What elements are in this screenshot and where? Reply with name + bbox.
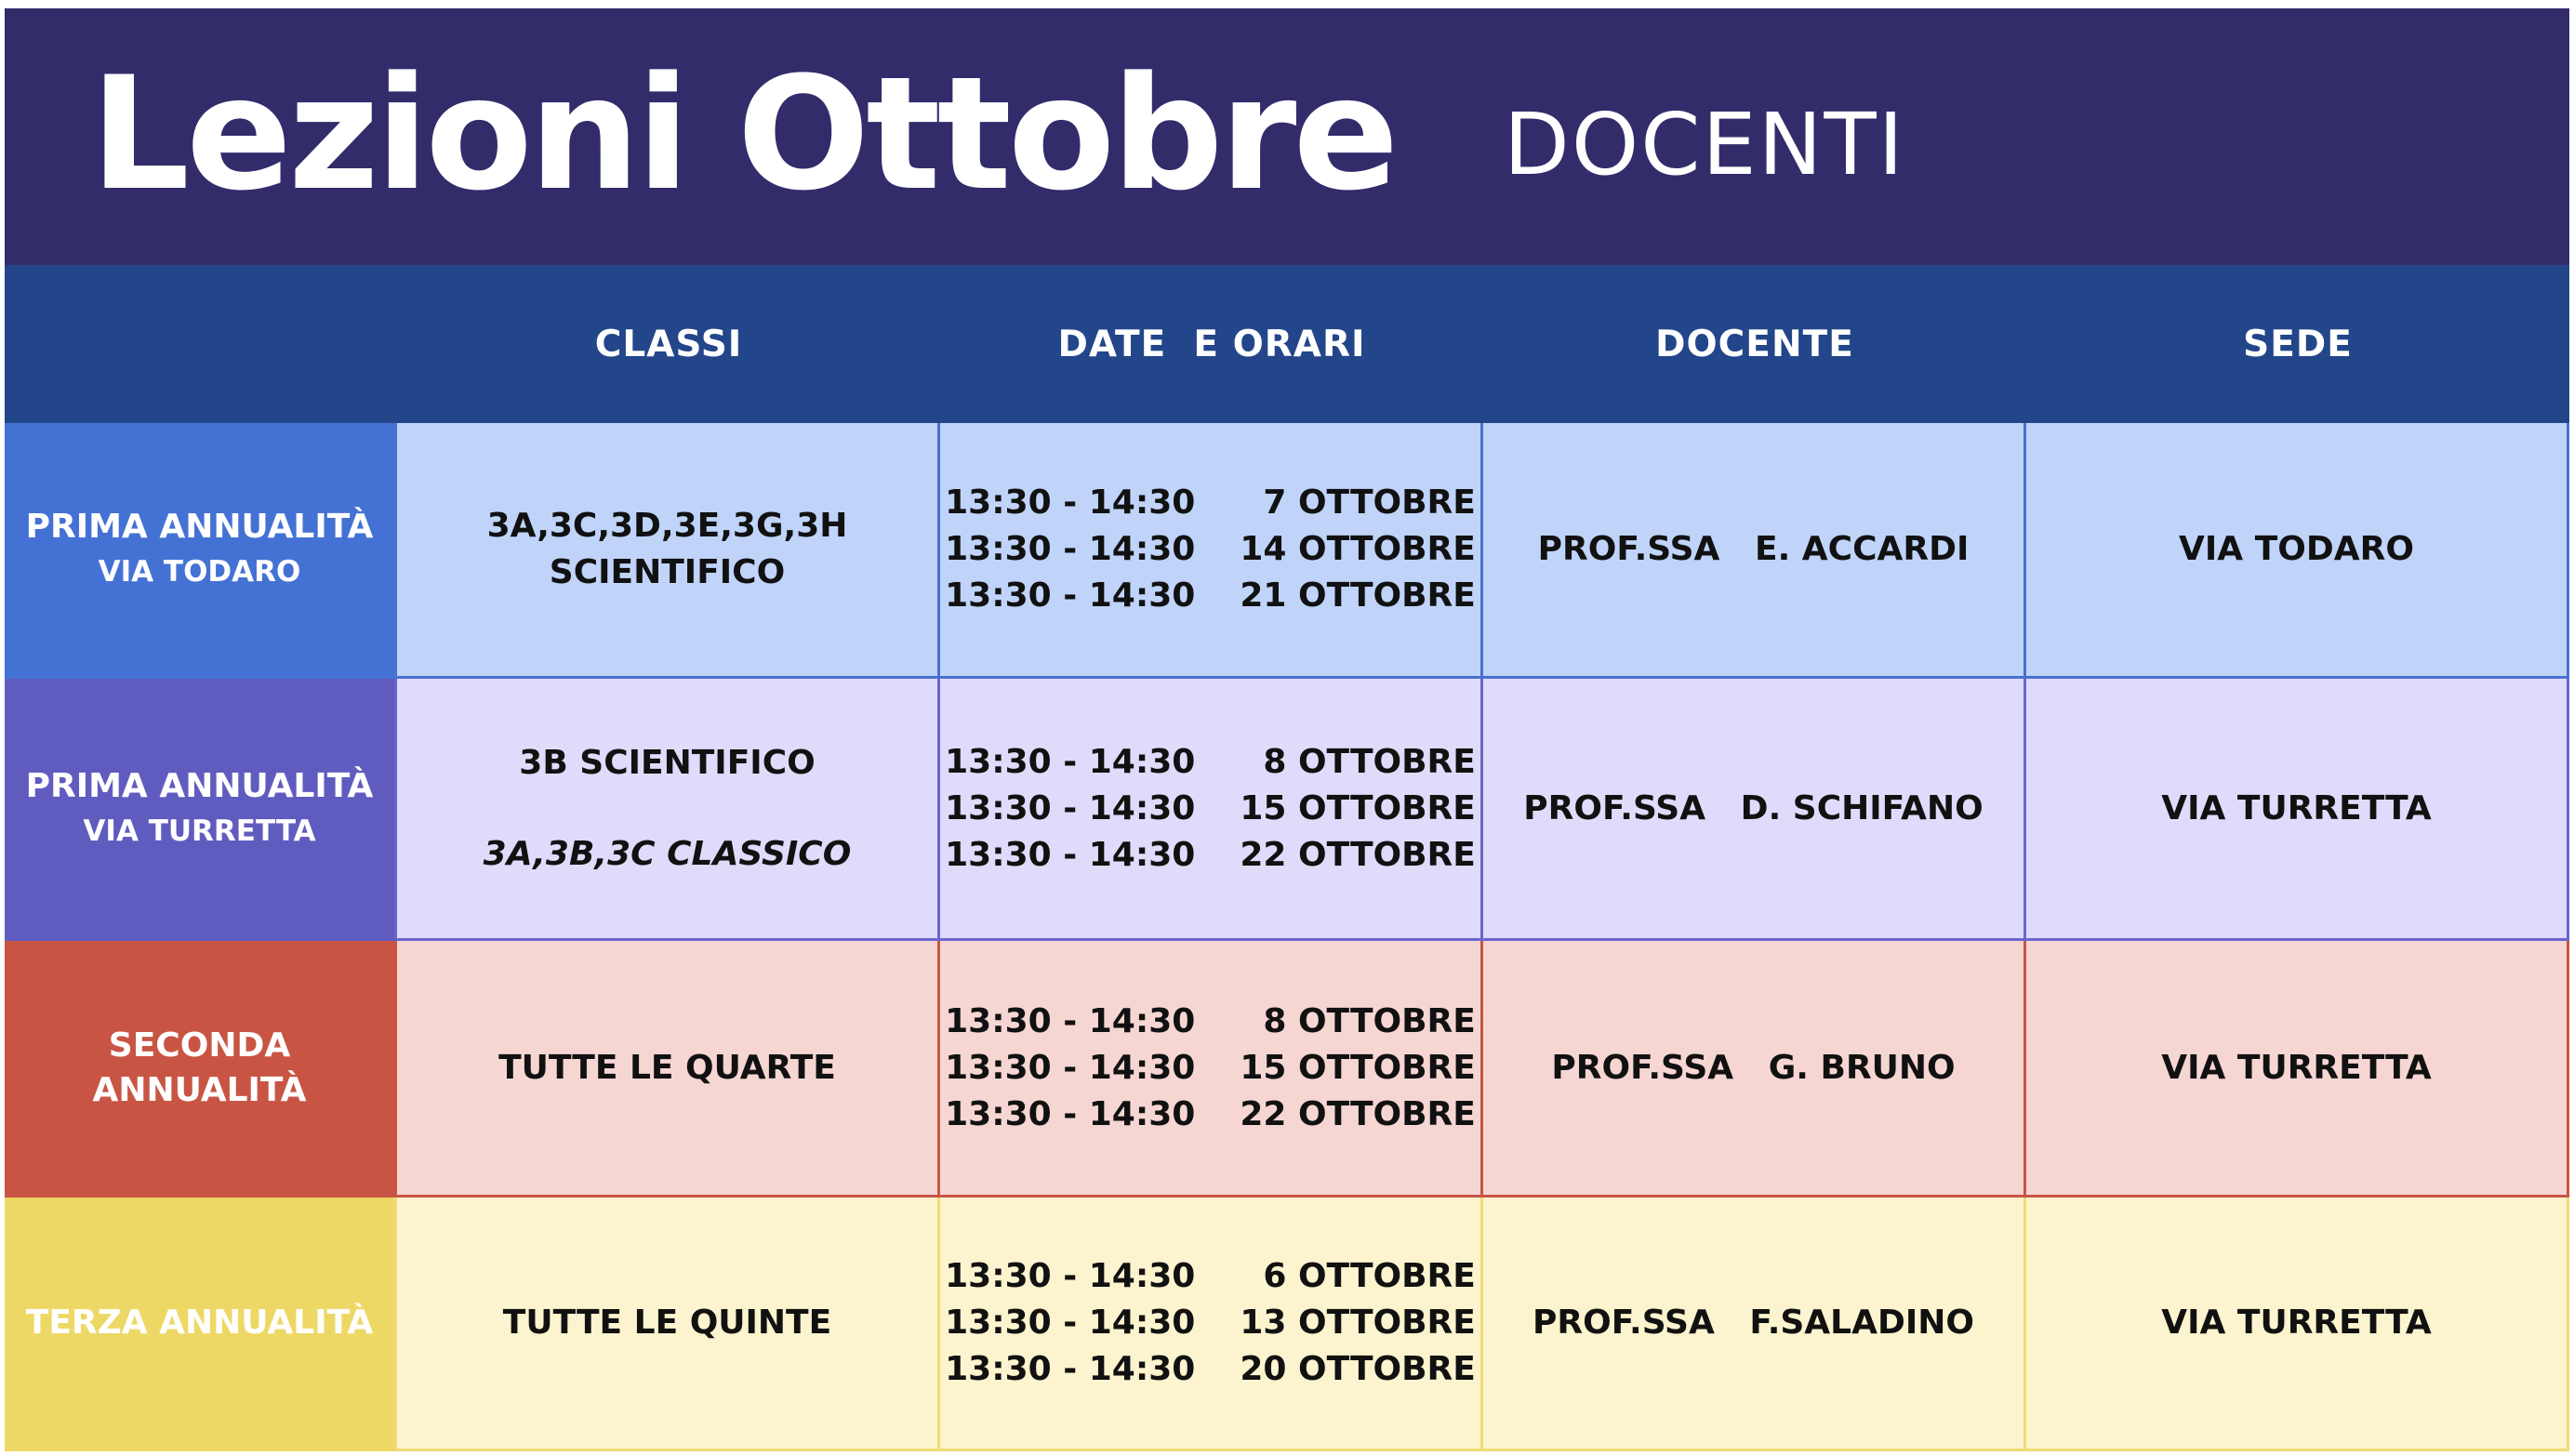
schedule-cell [940, 679, 1483, 941]
schedule-list [945, 1253, 1476, 1393]
docente-name: PROF.SSA D. SCHIFANO [1523, 788, 1984, 827]
schedule-time: 13:30 - 14:30 [945, 1350, 1196, 1388]
classi-text-classico: 3A,3B,3C CLASSICO [483, 834, 852, 873]
classi-cell [397, 941, 940, 1198]
table-row [5, 679, 2569, 941]
docente-name: PROF.SSA E. ACCARDI [1537, 530, 1970, 568]
schedule-date: 21 OTTOBRE [1240, 576, 1476, 615]
schedule-date: 15 OTTOBRE [1240, 1048, 1476, 1087]
schedule-date: 15 OTTOBRE [1240, 788, 1476, 827]
classi-cell [397, 679, 940, 941]
column-header-docente: DOCENTE [1655, 323, 1854, 365]
row-label [5, 423, 397, 679]
table-row [5, 941, 2569, 1198]
schedule-date: 8 OTTOBRE [1263, 742, 1476, 781]
row-label-sede: VIA TURRETTA [83, 814, 316, 848]
row-label [5, 941, 397, 1198]
row-label [5, 1198, 397, 1451]
schedule-cell [940, 423, 1483, 679]
docente-cell [1483, 1198, 2026, 1451]
classi-text: SCIENTIFICO [549, 553, 786, 591]
docente-name: PROF.SSA G. BRUNO [1551, 1048, 1956, 1087]
schedule-time: 13:30 - 14:30 [945, 1094, 1196, 1133]
docente-cell [1483, 679, 2026, 941]
docente-cell [1483, 423, 2026, 679]
sede-cell [2026, 679, 2569, 941]
docente-cell [1483, 941, 2026, 1198]
sede-cell [2026, 1198, 2569, 1451]
table-row [5, 423, 2569, 679]
schedule-date: 20 OTTOBRE [1240, 1350, 1476, 1388]
column-header-row [5, 265, 2569, 423]
sede-name: VIA TURRETTA [2161, 1304, 2432, 1342]
column-header-sede: SEDE [2243, 323, 2353, 365]
classi-cell [397, 423, 940, 679]
schedule-time: 13:30 - 14:30 [945, 530, 1196, 568]
schedule-cell [940, 941, 1483, 1198]
schedule-time: 13:30 - 14:30 [945, 1257, 1196, 1295]
classi-text: 3B SCIENTIFICO [519, 743, 816, 782]
classi-cell [397, 1198, 940, 1451]
schedule-date: 8 OTTOBRE [1263, 1001, 1476, 1040]
column-header-date-orari: DATE E ORARI [1057, 323, 1366, 365]
row-label-sede: VIA TODARO [98, 555, 301, 589]
schedule-time: 13:30 - 14:30 [945, 1001, 1196, 1040]
schedule-list [945, 480, 1476, 619]
schedule-date: 14 OTTOBRE [1240, 530, 1476, 568]
schedule-date: 6 OTTOBRE [1263, 1257, 1476, 1295]
schedule-time: 13:30 - 14:30 [945, 1304, 1196, 1342]
header-banner [5, 8, 2569, 265]
sede-cell [2026, 941, 2569, 1198]
schedule-time: 13:30 - 14:30 [945, 835, 1196, 874]
row-label-title: PRIMA ANNUALITÀ [25, 508, 374, 546]
page-title: Lezioni Ottobre [90, 43, 1396, 225]
schedule-time: 13:30 - 14:30 [945, 1048, 1196, 1087]
schedule-time: 13:30 - 14:30 [945, 483, 1196, 522]
row-label [5, 679, 397, 941]
classi-text: TUTTE LE QUINTE [502, 1304, 832, 1342]
page-subtitle: DOCENTI [1504, 95, 1905, 194]
docente-name: PROF.SSA F.SALADINO [1532, 1304, 1974, 1342]
schedule-list [945, 999, 1476, 1138]
column-header-classi: CLASSI [594, 323, 743, 365]
classi-text: TUTTE LE QUARTE [498, 1048, 836, 1087]
schedule-time: 13:30 - 14:30 [945, 788, 1196, 827]
table-row [5, 1198, 2569, 1451]
sede-name: VIA TURRETTA [2161, 788, 2432, 827]
schedule-cell [940, 1198, 1483, 1451]
sede-name: VIA TURRETTA [2161, 1048, 2432, 1087]
column-header-empty [5, 265, 397, 423]
schedule-time: 13:30 - 14:30 [945, 576, 1196, 615]
schedule-date: 22 OTTOBRE [1240, 1094, 1476, 1133]
row-label-title: SECONDA ANNUALITÀ [92, 1026, 307, 1109]
schedule-date: 13 OTTOBRE [1240, 1304, 1476, 1342]
schedule-date: 7 OTTOBRE [1263, 483, 1476, 522]
sede-cell [2026, 423, 2569, 679]
schedule-date: 22 OTTOBRE [1240, 835, 1476, 874]
schedule-list [945, 739, 1476, 879]
schedule-time: 13:30 - 14:30 [945, 742, 1196, 781]
row-label-title: PRIMA ANNUALITÀ [25, 766, 374, 805]
schedule-poster [5, 8, 2569, 1451]
classi-text: 3A,3C,3D,3E,3G,3H [486, 507, 848, 545]
sede-name: VIA TODARO [2179, 530, 2414, 568]
row-label-title: TERZA ANNUALITÀ [25, 1304, 374, 1342]
